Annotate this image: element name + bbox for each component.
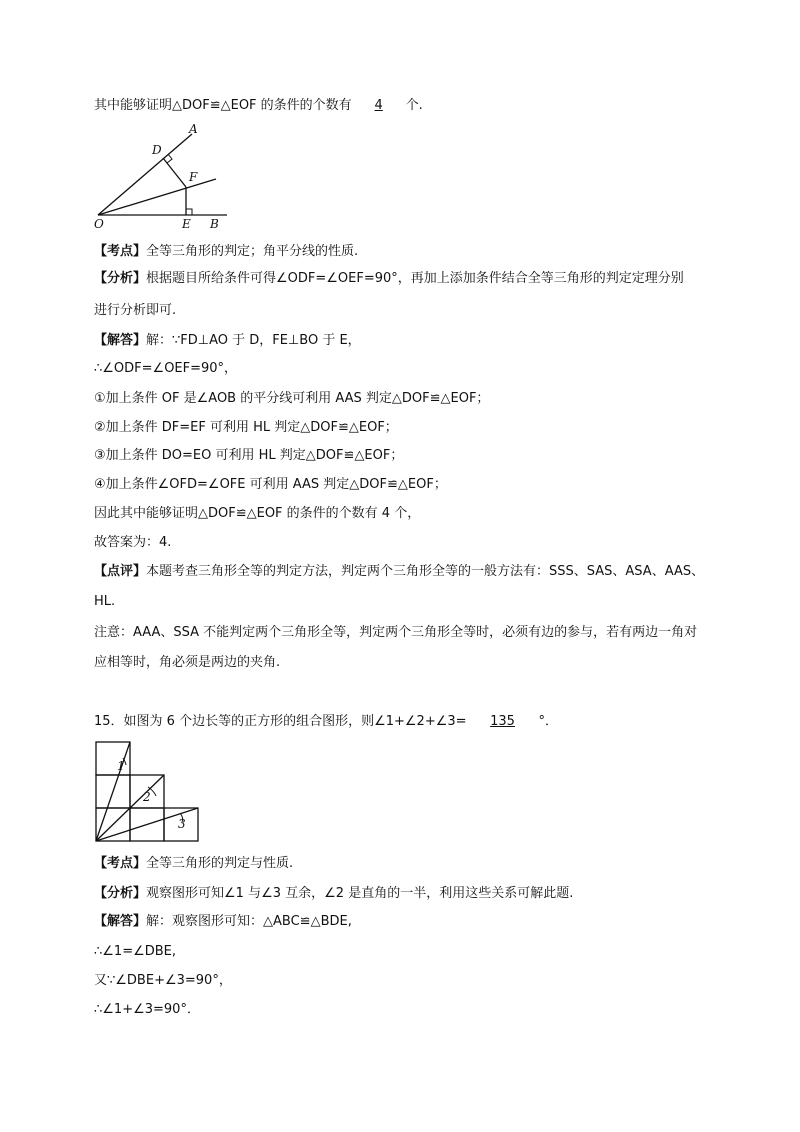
q14-fenxi-cont: 进行分析即可. <box>94 303 177 318</box>
segment-df <box>163 158 186 187</box>
q14-dianping <box>94 563 704 581</box>
label-e: E <box>182 217 191 231</box>
kaodian-text: 全等三角形的判定与性质. <box>146 856 294 871</box>
kaodian-tag: 【考点】 <box>94 856 147 871</box>
q15-solution-line: ∴∠1+∠3=90°． <box>94 1002 200 1017</box>
q14-intro <box>94 97 423 115</box>
kaodian-tag: 【考点】 <box>94 244 147 259</box>
jieda-text: 解：观察图形可知：△ABC≌△BDE, <box>146 914 352 929</box>
q15-answer-blank: 135 <box>490 714 515 729</box>
q14-solution-line: ③加上条件 DO=EO 可利用 HL 判定△DOF≌△EOF； <box>94 448 404 463</box>
q15-solution-line: ∴∠1=∠DBE, <box>94 944 177 959</box>
label-f: F <box>189 170 198 184</box>
q15-question <box>94 713 558 731</box>
q14-solution-line: ④加上条件∠OFD=∠OFE 可利用 AAS 判定△DOF≌△EOF； <box>94 477 447 492</box>
q14-intro-text: 其中能够证明△DOF≌△EOF 的条件的个数有 <box>94 98 352 113</box>
q15-question-tail: °． <box>538 714 559 729</box>
q14-note-cont: 应相等时，角必须是两边的夹角. <box>94 655 281 670</box>
q15-question-text: 15．如图为 6 个边长等的正方形的组合图形，则∠1+∠2+∠3= <box>94 714 467 729</box>
label-a: A <box>189 122 198 136</box>
label-b: B <box>210 217 219 231</box>
dianping-tag: 【点评】 <box>94 564 147 579</box>
q14-solution-line: 因此其中能够证明△DOF≌△EOF 的条件的个数有 4 个， <box>94 506 421 521</box>
angle-label-1: 1 <box>117 759 125 773</box>
ray-oa <box>98 134 192 215</box>
diagonal-1 <box>96 742 130 841</box>
right-angle-e <box>186 209 192 215</box>
q14-fenxi <box>94 270 684 288</box>
q15-fenxi <box>94 885 573 903</box>
fenxi-text: 观察图形可知∠1 与∠3 互余，∠2 是直角的一半，利用这些关系可解此题. <box>146 886 574 901</box>
q14-intro-tail: 个. <box>405 98 423 113</box>
jieda-tag: 【解答】 <box>94 333 147 348</box>
q15-squares-figure <box>94 740 206 842</box>
q14-note: 注意：AAA、SSA 不能判定两个三角形全等，判定两个三角形全等时，必须有边的参与，若有两边一角对 <box>94 625 698 640</box>
q14-angle-figure <box>92 120 232 232</box>
q15-jieda <box>94 913 352 931</box>
q15-solution-line: 又∵∠DBE+∠3=90°， <box>94 973 232 988</box>
q14-solution-line: ①加上条件 OF 是∠AOB 的平分线可利用 AAS 判定△DOF≌△EOF； <box>94 391 490 406</box>
q14-solution-line: ∴∠ODF=∠OEF=90°， <box>94 361 238 376</box>
q15-kaodian <box>94 855 293 873</box>
jieda-tag: 【解答】 <box>94 914 147 929</box>
angle-label-3: 3 <box>178 817 186 831</box>
fenxi-text: 根据题目所给条件可得∠ODF=∠OEF=90°，再加上添加条件结合全等三角形的判定定理分别 <box>146 271 684 286</box>
q14-solution-line: 故答案为：4. <box>94 535 172 550</box>
ray-of <box>98 179 216 215</box>
q14-answer-blank: 4 <box>374 98 383 113</box>
fenxi-tag: 【分析】 <box>94 886 147 901</box>
label-d: D <box>152 143 162 157</box>
kaodian-text: 全等三角形的判定；角平分线的性质. <box>146 244 359 259</box>
q14-kaodian <box>94 243 358 261</box>
q14-solution-line: ②加上条件 DF=EF 可利用 HL 判定△DOF≌△EOF； <box>94 420 398 435</box>
dianping-text: 本题考查三角形全等的判定方法，判定两个三角形全等的一般方法有：SSS、SAS、ASA、AAS、 <box>146 564 705 579</box>
label-o: O <box>94 217 104 231</box>
q14-jieda <box>94 332 361 350</box>
fenxi-tag: 【分析】 <box>94 271 147 286</box>
angle-label-2: 2 <box>143 790 151 804</box>
jieda-text: 解：∵FD⊥AO 于 D，FE⊥BO 于 E， <box>146 333 361 348</box>
q14-dianping-cont: HL. <box>94 594 116 609</box>
